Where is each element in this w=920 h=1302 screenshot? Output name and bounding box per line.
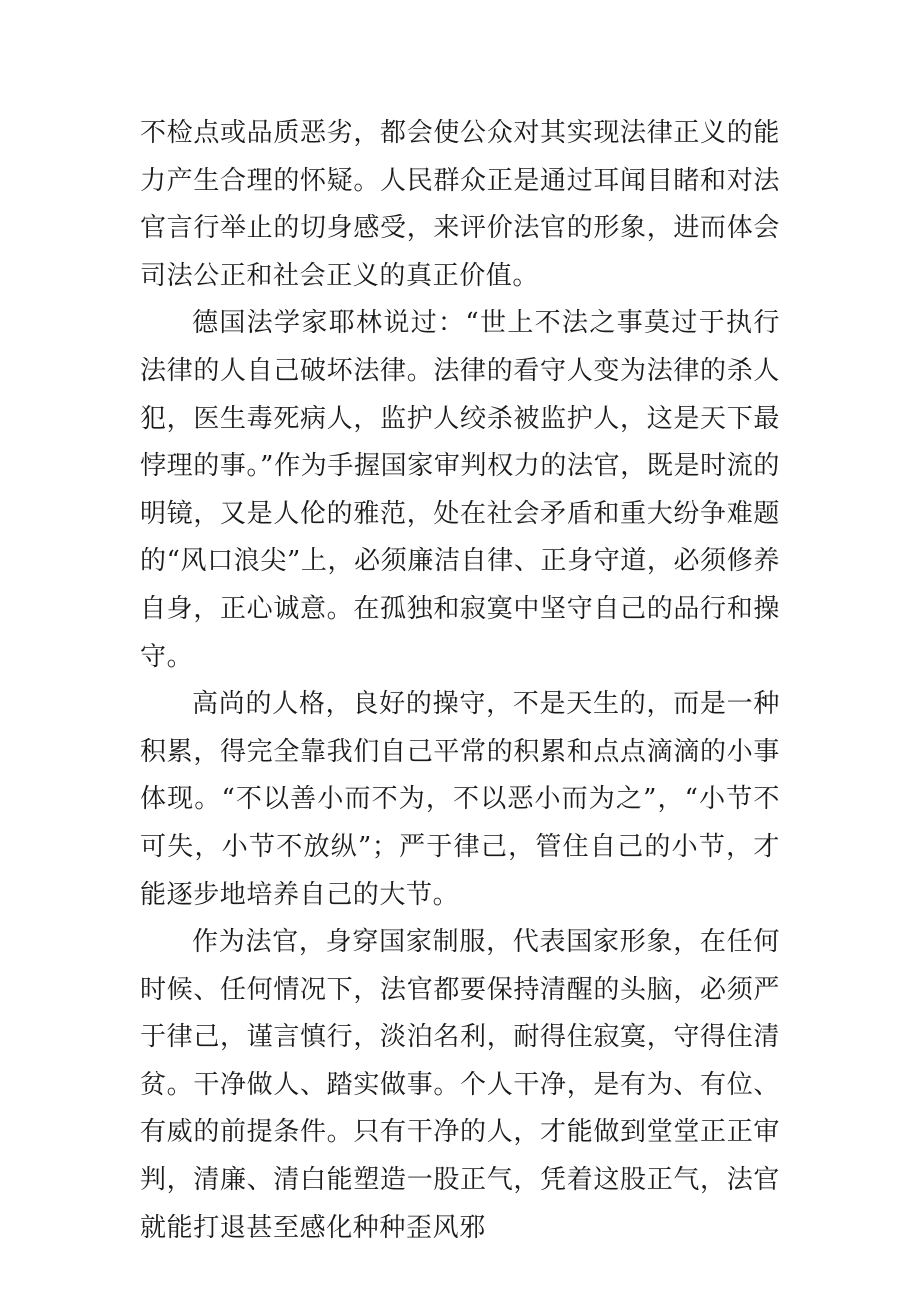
paragraph-2: 德国法学家耶林说过：“世上不法之事莫过于执行法律的人自己破坏法律。法律的看守人变为法律的杀人犯，医生毒死病人，监护人绞杀被监护人，这是天下最悖理的事。”作为手握国家审判权力的法官，既是时流的明镜，又是人伦的雅范，处在社会矛盾和重大纷争难题的“风口浪尖”上，必须廉洁自律、正身守道，必须修养自身，正心诚意。在孤独和寂寞中坚守自己的品行和操守。	[140, 308, 780, 672]
paragraph-4: 作为法官，身穿国家制服，代表国家形象，在任何时候、任何情况下，法官都要保持清醒的头脑，必须严于律己，谨言慎行，淡泊名利，耐得住寂寞，守得住清贫。干净做人、踏实做事。个人干净，是有为、有位、有威的前提条件。只有干净的人，才能做到堂堂正正审判，清廉、清白能塑造一股正气，凭着这股正气，法官就能打退甚至感化种种歪风邪	[140, 927, 780, 1243]
document-body	[140, 110, 780, 1252]
paragraph-1: 不检点或品质恶劣，都会使公众对其实现法律正义的能力产生合理的怀疑。人民群众正是通过耳闻目睹和对法官言行举止的切身感受，来评价法官的形象，进而体会司法公正和社会正义的真正价值。	[140, 118, 780, 291]
paragraph-3: 高尚的人格，良好的操守，不是天生的，而是一种积累，得完全靠我们自己平常的积累和点点滴滴的小事体现。“不以善小而不为，不以恶小而为之”，“小节不可失，小节不放纵”；严于律己，管住自己的小节，才能逐步地培养自己的大节。	[140, 689, 780, 910]
